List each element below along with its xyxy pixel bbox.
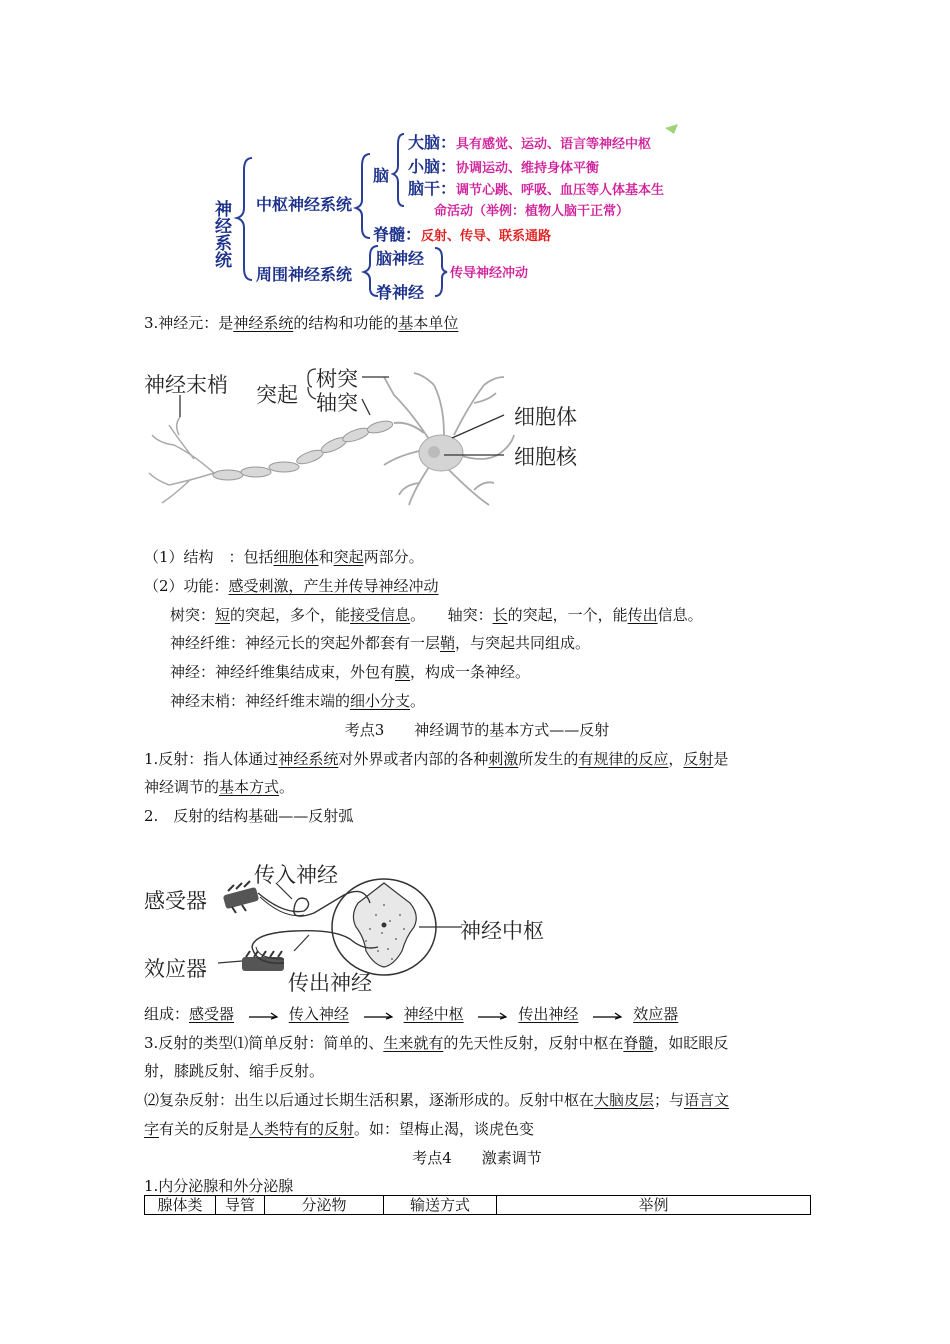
process-label: 突起 (256, 383, 298, 407)
central-label: 中枢神经系统 (256, 195, 353, 214)
types-line-3: ⑵复杂反射：出生以后通过长期生活积累，逐渐形成的。反射中枢在大脑皮层；与语言文 (144, 1091, 730, 1109)
table-header-cell: 腺体类 (145, 1196, 216, 1215)
section3-title: 考点3 神经调节的基本方式——反射 (344, 721, 610, 739)
cerebellum-row: 小脑：协调运动、维持身体平衡 (408, 157, 600, 176)
table-header-cell: 导管 (216, 1196, 265, 1215)
composition-line: 组成：感受器 传入神经 神经中枢 传出神经 效应器 (144, 1005, 679, 1023)
table-header-cell: 输送方式 (384, 1196, 497, 1215)
composition-item: 传出神经 (518, 1005, 579, 1023)
brainstem-row-2: 命活动（举例：植物人脑干正常） (434, 204, 630, 219)
afferent-label: 传入神经 (254, 863, 338, 887)
receptor-label: 感受器 (144, 889, 207, 913)
axon-label: 轴突 (316, 391, 358, 415)
brain-label: 脑 (373, 166, 390, 185)
types-line-1: 3.反射的类型⑴简单反射：简单的、生来就有的先天性反射，反射中枢在脊髓，如眨眼反 (144, 1034, 729, 1052)
neuron-definition: 3.神经元：是神经系统的结构和功能的基本单位 (144, 314, 459, 332)
concept-map (210, 120, 680, 305)
arrow-icon (364, 1010, 394, 1020)
composition-item: 效应器 (633, 1005, 679, 1023)
center-label: 神经中枢 (460, 919, 544, 943)
brainstem-row: 脑干：调节心跳、呼吸、血压等人体基本生 (408, 179, 665, 198)
arrow-icon (478, 1010, 508, 1020)
spinal-nerve-label: 脊神经 (376, 283, 425, 302)
composition-item: 传入神经 (288, 1005, 349, 1023)
section4-title: 考点4 激素调节 (412, 1149, 542, 1167)
effector-label: 效应器 (144, 957, 207, 981)
composition-item: 神经中枢 (403, 1005, 464, 1023)
types-line-4: 字有关的反射是人类特有的反射。如：望梅止渴，谈虎色变 (144, 1120, 535, 1138)
glands-title: 1.内分泌腺和外分泌腺 (144, 1177, 294, 1195)
arrow-icon (249, 1010, 279, 1020)
table-header-cell: 举例 (497, 1196, 811, 1215)
dendrite-line: 树突：短的突起，多个，能接受信息。 轴突：长的突起，一个，能传出信息。 (170, 606, 703, 624)
reflex-definition-2: 神经调节的基本方式。 (144, 778, 295, 796)
reflex-arc-figure (144, 855, 564, 995)
table-header-row (145, 1196, 811, 1215)
table-header-cell: 分泌物 (265, 1196, 384, 1215)
types-line-2: 射，膝跳反射、缩手反射。 (144, 1062, 325, 1080)
function-line: （2）功能：感受刺激，产生并传导神经冲动 (144, 577, 439, 595)
fiber-line: 神经纤维：神经元长的突起外都套有一层鞘，与突起共同组成。 (170, 634, 591, 652)
cranial-label: 脑神经 (376, 249, 425, 268)
cerebrum-row: 大脑：具有感觉、运动、语言等神经中枢 (408, 133, 652, 152)
nucleus-label: 细胞核 (514, 445, 577, 469)
nerve-line: 神经：神经纤维集结成束，外包有膜，构成一条神经。 (170, 663, 531, 681)
dendrite-label: 树突 (316, 367, 358, 391)
structure-line: （1）结构 ：包括细胞体和突起两部分。 (144, 548, 424, 566)
reflex-definition: 1.反射：指人体通过神经系统对外界或者内部的各种刺激所发生的有规律的反应，反射是 (144, 750, 729, 768)
peripheral-desc: 传导神经冲动 (450, 266, 529, 281)
terminal-label: 神经末梢 (144, 373, 228, 397)
cell-body-label: 细胞体 (514, 405, 577, 429)
root-label: 神经系统 (215, 200, 232, 271)
peripheral-label: 周围神经系统 (256, 265, 353, 284)
composition-item: 感受器 (189, 1005, 235, 1023)
terminal-line: 神经末梢：神经纤维末端的细小分支。 (170, 692, 426, 710)
glands-table (144, 1195, 811, 1215)
arrow-icon (593, 1010, 623, 1020)
neuron-figure (144, 355, 604, 525)
reflex-arc-title: 2. 反射的结构基础——反射弧 (144, 807, 354, 825)
efferent-label: 传出神经 (288, 971, 372, 995)
spinal-row: 脊髓：反射、传导、联系通路 (373, 225, 552, 244)
